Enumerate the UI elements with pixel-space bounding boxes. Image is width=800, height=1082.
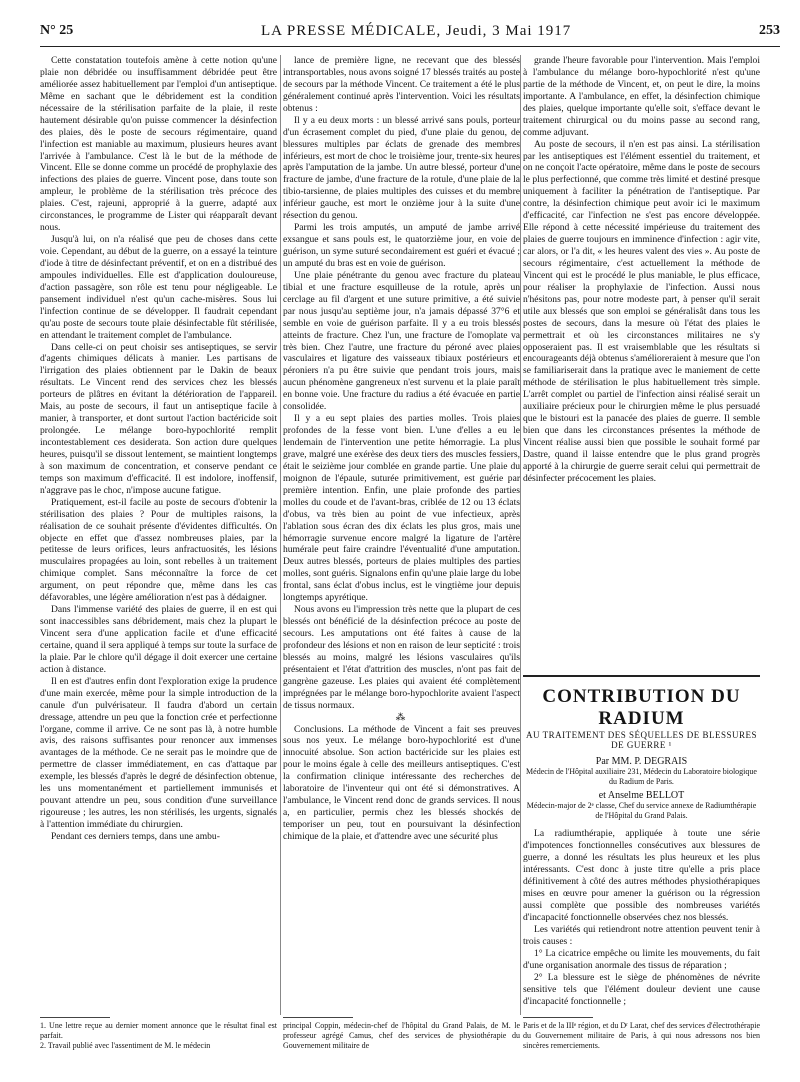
article-rule xyxy=(523,675,760,677)
paragraph: La radiumthérapie, appliquée à toute une série d'impotences fonctionnelles consécutives aux blessures de guerre, a donné les résultats les plus heureux et les plus intéressants. C'est donc à juste titre qu'elle a pris place définitivement à côté des autres méthodes physiothérapiques mises en œuvre pour amener la guérison ou la régression aussi complète que possible des nombreuses variétés d'incapacité fonctionnelle observées chez nos blessés. xyxy=(523,828,760,923)
paragraph: Les variétés qui retiendront notre attention peuvent tenir à trois causes : xyxy=(523,923,760,947)
issue-number: N° 25 xyxy=(40,23,74,38)
paragraph: 2° La blessure est le siège de phénomènes de névrite sensitive tels que l'élément douleur devient une cause d'incapacité fonctionnelle ; xyxy=(523,971,760,1006)
header-rule xyxy=(40,46,780,47)
footnote: 1. Une lettre reçue au dernier moment annonce que le résultat final est parfait. xyxy=(40,1021,277,1040)
conclusion-paragraph: Conclusions. La méthode de Vincent a fait ses preuves sous nos yeux. Le mélange boro-hypochlorité est d'une innocuité absolue. Son action bactéricide sur les plaies est pour le moins égale à celle des meilleurs antiseptiques. C'est la confirmation clinique intéressante des recherches de laboratoire de l'inventeur qui ont été si démonstratives. A l'ambulance, le Vincent rend donc de grands services. Il nous a, en particulier, permis chez les blessés shockés de temporiser un peu, tout en poursuivant la désinfection chimique de la plaie, et d'attendre avec une sécurité plus xyxy=(283,723,520,842)
paragraph: grande l'heure favorable pour l'intervention. Mais l'emploi à l'ambulance du mélange boro-hypochlorité n'est qu'une partie de la méthode de Vincent, et, on peut le dire, la moins importante. A l'ambulance, en effet, la désinfection chimique des plaies, quelque importante qu'elle soit, s'efface devant le traitement chirurgical ou du moins passe au second rang, comme adjuvant. xyxy=(523,55,760,138)
column-divider xyxy=(520,55,521,1015)
journal-title: LA PRESSE MÉDICALE, Jeudi, 3 Mai 1917 xyxy=(260,22,572,39)
footnote-rule xyxy=(283,1017,353,1018)
paragraph: Jusqu'à lui, on n'a réalisé que peu de choses dans cette voie. Cependant, au début de la guerre, on a essayé la teinture d'iode à titre de désinfectant préventif, et on en a distribué des ampoules individuelles. Elle est d'application douloureuse, d'action passagère, son rôle est tenu pour négligeable. Le pansement individuel n'est qu'un cache-misères. Sous lui l'infection continue de se développer. Il faudrait cependant qu'au poste de secours toute plaie désinfectable fût stérilisée, en attendant le traitement complet de l'ambulance. xyxy=(40,234,277,341)
footnote: 2. Travail publié avec l'assentiment de M. le médecin xyxy=(40,1041,211,1050)
section-separator: ⁂ xyxy=(395,711,408,723)
article-title: CONTRIBUTION DU RADIUM xyxy=(542,686,741,729)
article-subtitle: AU TRAITEMENT DES SÉQUELLES DE BLESSURES DE GUERRE ¹ xyxy=(526,730,757,750)
author-secondary-affiliation: Médecin-major de 2ᵉ classe, Chef du service annexe de Radiumthérapie de l'Hôpital du Grand Palais. xyxy=(526,801,757,820)
column-right xyxy=(523,55,760,495)
paragraph: 1° La cicatrice empêche ou limite les mouvements, du fait d'une organisation anormale des tissus de réparation ; xyxy=(523,947,760,971)
article-radium xyxy=(523,686,760,1006)
paragraph: Cette constatation toutefois amène à cette notion qu'une plaie non débridée ou insuffisamment débridée peut être améliorée assez habituellement par l'emploi d'un antiseptique. Même en sachant que le débridement est la condition nécessaire de la stérilisation parfaite de la plaie, il reste hautement désirable qu'on puisse commencer la désinfection des plaies, dès le poste de secours régimentaire, quand l'infection est maniable au maximum, plusieurs heures avant l'arrivée à l'ambulance. C'est là le but de la méthode de Vincent. Elle se donne comme un procédé de prophylaxie des infections des plaies de guerre. Vincent pose, dans toute son ampleur, le problème de la stérilisation très précoce des plaies. C'est, rajeuni, approprié à la guerre, adapté aux circonstances, le programme de Lister qui réapparaît devant nous. xyxy=(40,55,277,234)
footnote-rule xyxy=(40,1017,110,1018)
footnotes-middle xyxy=(283,1021,520,1051)
paragraph: Il y a eu sept plaies des parties molles. Trois plaies profondes de la fesse vont bien. L'une d'elles a eu le lendemain de l'intervention une petite hémorragie. La plus grave, malgré une exérèse des deux tiers des muscles fessiers, était le seizième jour comblée en grande partie. Une plaie du moignon de l'épaule, suturée primitivement, est guérie par première intention. Enfin, une plaie profonde des parties molles du coude et de l'avant-bras, criblée de 12 ou 13 éclats d'obus, va très bien au point de vue infectieux, après l'ablation sous écran des dix éclats les plus gros, mais une hémorragie survenue encore malgré la ligature de l'artère humérale peut faire craindre l'éventualité d'une amputation. Deux autres blessés, porteurs de plaies multiples des parties molles, sont guéris. Signalons enfin qu'une plaie large du lobe frontal, sans éclat d'obus inclus, est le vingtième jour depuis longtemps apyrétique. xyxy=(283,413,520,604)
paragraph: Dans celle-ci on peut choisir ses antiseptiques, se servir d'agents chimiques délicats à manier. Les partisans de l'irrigation des plaies obtiennent par le Dakin de beaux résultats. Le Vincent rend des services chez les blessés porteurs de plâtres en évitant la détérioration de l'appareil. Mais, au poste de secours, il faut un antiseptique facile à manier, à transporter, et dont surtout l'action bactéricide soit prolongée. Le mélange boro-hypochlorité remplit incontestablement ces desiderata. Son action dure quelques heures, puisqu'il se dissout lentement, se maintient longtemps à son maximum de concentration, et conserve pendant ce temps son maximum d'efficacité. Il est indolore, inoffensif, n'aggrave pas le choc, n'impose aucune fatigue. xyxy=(40,341,277,496)
page-number: 253 xyxy=(759,23,780,38)
author-primary: Par MM. P. DEGRAIS xyxy=(595,756,688,767)
footnotes-left xyxy=(40,1021,277,1051)
paragraph: Dans l'immense variété des plaies de guerre, il en est qui sont inaccessibles sans débridement, mais chez la plupart le Vincent sera d'une application facile et d'une efficacité certaine, quand il sera appliqué à temps sur toute la surface de la plaie. Par le chlore qu'il dégage il doit exercer une certaine action à distance. xyxy=(40,604,277,675)
column-divider xyxy=(280,55,281,1015)
paragraph: Pendant ces derniers temps, dans une ambu- xyxy=(51,830,220,842)
footnotes-right xyxy=(523,1021,760,1051)
paragraph: Au poste de secours, il n'en est pas ainsi. La stérilisation par les antiseptiques est l'élément essentiel du traitement, et on ne conçoit l'acte opératoire, même dans le poste de secours le plus perfectionné, que comme très limité et destiné presque uniquement à faciliter la pénétration de l'antiseptique. Par contre, la désinfection chimique peut avoir ici le maximum d'efficacité, car l'infection ne s'est pas encore développée. Elle répond à cette nécessité impérieuse du traitement des plaies de guerre toujours en imminence d'infection : agir vite, car alors, or l'a dit, « les heures valent des vies ». Au poste de secours régimentaire, c'est actuellement la méthode de Vincent qui est le procédé le plus maniable, le plus efficace, pour réaliser la prophylaxie de l'infection. Aussi nous n'hésitons pas, pour notre modeste part, à penser qu'il serait utile aux blessés que son emploi se généralisât dans tous les postes de secours, dans la mesure où l'état des plaies le permettrait et où les circonstances militaires ne s'y opposeraient pas. Il est vraisemblable que les résultats si encourageants déjà obtenus s'amélioreraient à mesure que l'on se familiariserait dans la pratique avec le maniement de cette méthode de stérilisation le plus habituellement très simple. L'arrêt complet ou partiel de l'infection ainsi réalisé serait un auxiliaire précieux pour le chirurgien même le plus persuadé que le bistouri est la panacée des plaies de guerre. Il semble bien que dans les circonstances présentes la méthode de Vincent réalise aussi bien que possible le souhait formé par Dastre, quand il laisse entendre que le plus grand progrès apporté à la chirurgie de guerre serait celui qui permettrait de désinfecter précocement les plaies. xyxy=(523,138,760,484)
author-secondary: et Anselme BELLOT xyxy=(598,790,685,802)
paragraph: Une plaie pénétrante du genou avec fracture du plateau tibial et une fracture esquilleuse de la rotule, après un cerclage au fil d'argent et une suture primitive, a été suivie par nous jusqu'au septième jour, n'a jamais dépassé 37°6 et semble en voie de guérison parfaite. Il y a eu trois blessés atteints de fracture. Chez l'un, une fracture de l'omoplate va très bien. Chez l'autre, une fracture du péroné avec plaies vasculaires et ligature des vaisseaux tibiaux postérieurs et péroniers n'a pu être suivie que pendant trois jours, mais aucun phénomène gangreneux n'est survenu et la plaie paraît en bonne voie. Une fracture du radius a été évacuée en partie consolidée. xyxy=(283,269,520,413)
column-middle xyxy=(283,55,520,1015)
footnote-rule xyxy=(523,1017,593,1018)
paragraph: Il y a eu deux morts : un blessé arrivé sans pouls, porteur d'un écrasement complet du pied, d'une plaie du genou, de blessures multiples par éclats de grenade des membres inférieurs, est mort de choc le troisième jour, trente-six heures après l'amputation de la jambe. Un autre blessé, porteur d'une fracture de jambe, d'une fracture de la rotule, d'une plaie de la tibio-tarsienne, de plaies multiples des cuisses et du membre inférieur gauche, est mort le onzième jour à la suite d'une résection du genou. xyxy=(283,114,520,222)
paragraph: Nous avons eu l'impression très nette que la plupart de ces blessés ont bénéficié de la désinfection précoce au poste de secours. Les amputations ont été faites à cause de la profondeur des lésions et non en raison de leur septicité : trois blessés au moins, malgré les lésions vasculaires qu'ils présentaient et l'état d'attrition des muscles, n'ont pas fait de gangrène gazeuse. Les plaies qui avaient été complètement imprégnées par le mélange boro-hypochlorite avaient l'aspect de tissus normaux. xyxy=(283,604,520,711)
footnote: principal Coppin, médecin-chef de l'hôpital du Grand Palais, de M. le professeur agrégé Camus, chef des services de physiothérapie du Gouvernement militaire de xyxy=(283,1021,520,1050)
column-left xyxy=(40,55,277,1015)
paragraph: lance de première ligne, ne recevant que des blessés intransportables, nous avons soigné 17 blessés traités au poste de secours par la méthode Vincent. Ce traitement a été le plus généralement continué après l'intervention. Voici les résultats obtenus : xyxy=(283,55,520,114)
author-primary-affiliation: Médecin de l'Hôpital auxiliaire 231, Médecin du Laboratoire biologique du Radium de Paris. xyxy=(526,767,757,786)
paragraph: Pratiquement, est-il facile au poste de secours d'obtenir la stérilisation des plaies ? Pour de multiples raisons, la réalisation de ce souhait présente d'évidentes difficultés. On objecte en effet que d'assez nombreuses plaies, par la petitesse de leurs orifices, leurs anfractuosités, les lésions musculaires propagées au loin, sont rebelles à un traitement chimique complet. Sans méconnaître la force de cet argument, on peut répondre que, même dans les cas défavorables, une légère amélioration n'est pas à dédaigner. xyxy=(40,496,277,604)
footnote: Paris et de la IIIᵉ région, et du Dʳ Larat, chef des services d'électrothérapie du Gouvernement militaire de Paris, à qui nous adressons nos bien sincères remerciements. xyxy=(523,1021,760,1050)
paragraph: Il en est d'autres enfin dont l'exploration exige la prudence d'une main exercée, même pour la simple introduction de la canule d'un pulvérisateur. Il faudra d'abord un certain dressage, attendre un peu que la fonction crée et perfectionne l'organe, comme il arrive. Ce ne sont pas là, à notre humble avis, des raisons suffisantes pour renoncer aux immenses avantages de la méthode. Ce ne serait pas le moindre que de permettre de classer immédiatement, en cas d'attaque par exemple, les blessés d'après le degré de désinfection obtenue, les uns momentanément et partiellement immunisés et pouvant attendre un peu, sous condition d'une surveillance rigoureuse ; les autres, les non stérilisés, les urgents, signalés à l'attention immédiate du chirurgien. xyxy=(40,675,277,830)
paragraph: Parmi les trois amputés, un amputé de jambe arrivé exsangue et sans pouls est, le quatorzième jour, en voie de guérison, un syme suturé secondairement est guéri et évacué ; un amputé du bras est en voie de guérison. xyxy=(283,222,520,269)
running-header xyxy=(40,21,780,41)
